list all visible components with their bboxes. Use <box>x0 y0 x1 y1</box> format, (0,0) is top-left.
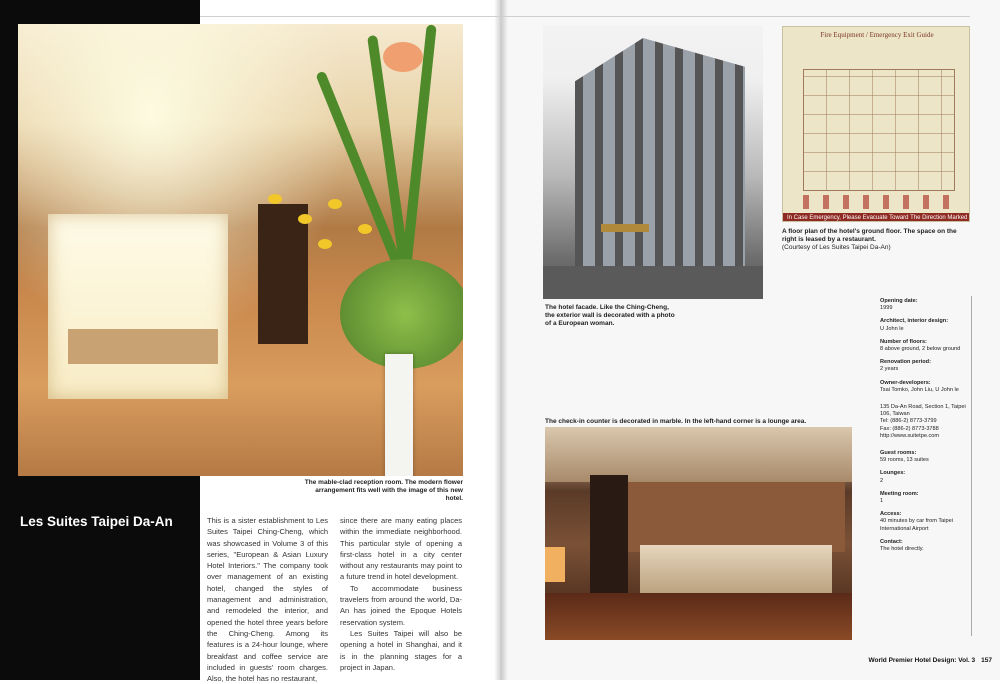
reception-room-photo <box>18 24 463 476</box>
info-value: 1999 <box>880 305 893 312</box>
info-value: 40 minutes by car from Taipei International Airport <box>880 518 953 532</box>
info-value: 2 <box>880 477 884 484</box>
info-value: 59 rooms, 13 suites <box>880 457 929 464</box>
orchid-flower <box>268 194 282 204</box>
lamp <box>545 547 565 582</box>
ceiling <box>545 427 852 482</box>
body-column-2 <box>340 515 462 673</box>
check-in-counter-photo <box>545 427 852 640</box>
info-rooms <box>880 450 975 464</box>
page-footer <box>868 657 992 664</box>
evacuation-text: In Case Emergency, Please Evacuate Toward The Direction Marked <box>787 215 967 221</box>
info-label: Guest rooms: <box>880 450 917 457</box>
info-label: Number of floors: <box>880 338 927 345</box>
body-paragraph: This is a sister establishment to Les Suites Taipei Ching-Cheng, which was showcased in Volume 3 of this series, "European & Asian Luxury Hotel Interiors." The company took over management of an existing hotel, changed the styles of management and administration, and remodeled the interior, and opened the hotel three years before the Ching-Cheng. Among its features is a 24-hour lounge, where breakfast and coffee service are included in guests' room charges. Also, the hotel has no restaurant, <box>207 516 328 684</box>
body-paragraph: since there are many eating places within the immediate neighborhood. This particular style of opening a first-class hotel in a city center without any restaurants may point to a future trend in hotel development. <box>340 516 462 582</box>
info-opening <box>880 298 975 312</box>
info-value: 8 above ground, 2 below ground <box>880 346 961 353</box>
info-floors <box>880 339 975 353</box>
info-label: Opening date: <box>880 298 918 304</box>
floor-plan-drawing <box>803 69 955 191</box>
info-meeting <box>880 491 975 505</box>
info-label: Lounges: <box>880 470 906 477</box>
floorplan-courtesy: (Courtesy of Les Suites Taipei Da-An) <box>782 244 891 251</box>
info-architect <box>880 318 975 332</box>
floor-plan-image <box>782 26 970 222</box>
hotel-title: Les Suites Taipei Da-An <box>20 514 173 529</box>
info-value: 2 years <box>880 366 899 373</box>
top-rule-right <box>500 16 970 17</box>
body-paragraph: To accommodate business travelers from around the world, Da-An has joined the Epoque Hotels reservation system. <box>340 583 462 627</box>
info-access <box>880 511 975 533</box>
info-contact <box>880 539 975 553</box>
info-value: The hotel directly. <box>880 546 924 553</box>
white-vase <box>385 354 413 476</box>
body-paragraph: Les Suites Taipei will also be opening a hotel in Shanghai, and it is in the planning stages for a project in Japan. <box>340 628 462 672</box>
address-line: 135 Da-An Road, Section 1, Taipei <box>880 404 966 411</box>
floor-plan-heading: Fire Equipment / Emergency Exit Guide <box>820 31 934 39</box>
facade-caption: The hotel facade. Like the Ching-Cheng, the exterior wall is decorated with a photo of a European woman. <box>545 304 675 327</box>
info-label: Contact: <box>880 538 903 545</box>
hotel-sign <box>601 224 649 232</box>
reception-caption: The mable-clad reception room. The modern flower arrangement fits well with the image of this new hotel. <box>304 479 463 502</box>
orchid-flower <box>298 214 312 224</box>
door <box>258 204 308 344</box>
counter-caption: The check-in counter is decorated in marble. In the left-hand corner is a lounge area. <box>545 418 807 425</box>
info-renovation <box>880 359 975 373</box>
info-value: U John le <box>880 325 904 332</box>
fax: Fax: (886-2) 8773-3788 <box>880 425 939 432</box>
floorplan-caption-text: A floor plan of the hotel's ground floor. The space on the right is leased by a restaurant. <box>782 228 957 243</box>
orchid-flower <box>318 239 332 249</box>
info-owner <box>880 380 975 394</box>
page-number: 157 <box>981 657 992 664</box>
page-gutter <box>494 0 508 680</box>
website: http://www.suitetpe.com <box>880 432 940 439</box>
hotel-facade-photo <box>543 26 763 299</box>
floor-plan-legend <box>803 195 953 209</box>
body-column-1 <box>207 515 328 684</box>
marble-counter <box>640 545 832 593</box>
street <box>543 266 763 299</box>
top-rule-left <box>200 16 500 17</box>
orchid-flower <box>328 199 342 209</box>
info-value: Tsai Tomko, John Liu, U John le <box>880 386 959 393</box>
info-value: 1 <box>880 498 884 505</box>
info-label: Architect, interior design: <box>880 318 949 325</box>
info-lounges <box>880 470 975 484</box>
floorplan-caption <box>782 228 972 252</box>
lit-niche <box>48 214 228 399</box>
telephone: Tel: (886-2) 8773-3799 <box>880 418 937 425</box>
floor <box>545 593 852 640</box>
carnation-flower <box>383 42 423 72</box>
info-address <box>880 404 975 440</box>
wood-wall <box>625 482 845 552</box>
info-label: Renovation period: <box>880 359 931 366</box>
orchid-flower <box>358 224 372 234</box>
curtain <box>590 475 628 595</box>
leaf <box>340 259 463 369</box>
hotel-info <box>880 298 975 559</box>
info-label: Owner-developers: <box>880 379 931 386</box>
info-label: Access: <box>880 511 902 518</box>
info-label: Meeting room: <box>880 490 919 497</box>
address-line: 106, Taiwan <box>880 411 910 418</box>
building <box>575 38 745 278</box>
publication-name: World Premier Hotel Design: Vol. 3 <box>868 657 976 664</box>
bench <box>68 329 218 364</box>
